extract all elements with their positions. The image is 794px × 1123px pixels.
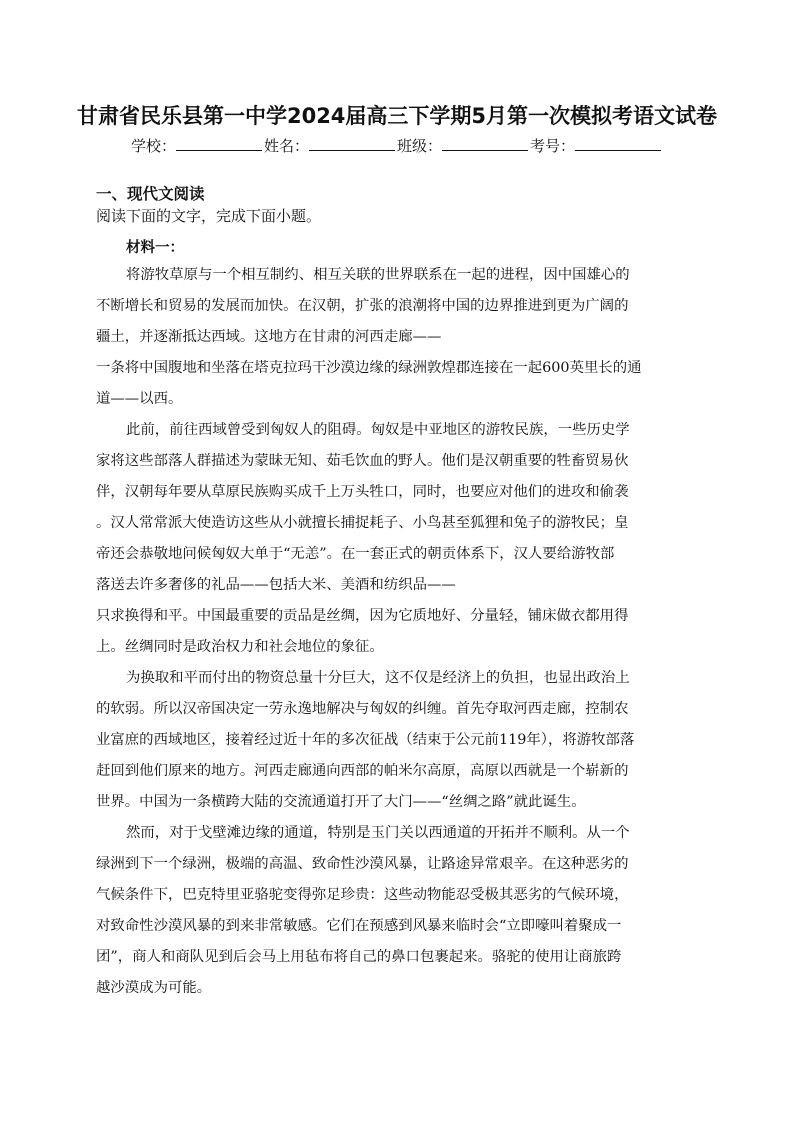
passage-line: 赶回到他们原来的地方。河西走廊通向西部的帕米尔高原，高原以西就是一个崭新的 bbox=[96, 763, 629, 779]
passage-line: 将游牧草原与一个相互制约、相互关联的世界联系在一起的进程，因中国雄心的 bbox=[126, 267, 630, 283]
passage-line: 气候条件下，巴克特里亚骆驼变得弥足珍贵：这些动物能忍受极其恶劣的气候环境， bbox=[96, 887, 629, 903]
passage-line: 越沙漠成为可能。 bbox=[96, 980, 212, 996]
passage-line: 的软弱。所以汉帝国决定一劳永逸地解决与匈奴的纠缠。首先夺取河西走廊，控制农 bbox=[96, 701, 629, 717]
passage-line: 落送去许多奢侈的礼品——包括大米、美酒和纺织品—— bbox=[96, 577, 456, 593]
passage-line: 业富庶的西域地区，接着经过近十年的多次征战（结束于公元前119年），将游牧部落 bbox=[96, 732, 635, 748]
passage-line: 为换取和平而付出的物资总量十分巨大，这不仅是经济上的负担，也显出政治上 bbox=[126, 670, 630, 686]
exam-id-blank[interactable] bbox=[575, 136, 661, 151]
passage-line: 世界。中国为一条横跨大陆的交流通道打开了大门——“丝绸之路”就此诞生。 bbox=[96, 794, 586, 810]
exam-id-label: 考号： bbox=[530, 137, 576, 155]
section-heading: 一、现代文阅读 bbox=[96, 185, 205, 203]
name-label: 姓名： bbox=[263, 137, 309, 155]
class-label: 班级： bbox=[397, 137, 443, 155]
passage-line: 然而，对于戈壁滩边缘的通道，特别是玉门关以西通道的开拓并不顺利。从一个 bbox=[126, 825, 630, 841]
passage-line: 上。丝绸同时是政治权力和社会地位的象征。 bbox=[96, 639, 384, 655]
passage-line: 不断增长和贸易的发展而加快。在汉朝，扩张的浪潮将中国的边界推进到更为广阔的 bbox=[96, 298, 629, 314]
page-title: 甘肃省民乐县第一中学2024届高三下学期5月第一次模拟考语文试卷 bbox=[76, 104, 718, 128]
material-label: 材料一： bbox=[126, 240, 184, 256]
passage-line: 道——以西。 bbox=[96, 391, 183, 407]
passage-line: 绿洲到下一个绿洲，极端的高温、致命性沙漠风暴，让路途异常艰辛。在这种恶劣的 bbox=[96, 856, 629, 872]
school-label: 学校： bbox=[130, 137, 176, 155]
section-instruction: 阅读下面的文字，完成下面小题。 bbox=[96, 207, 322, 225]
passage-line: 伴，汉朝每年要从草原民族购买成千上万头牲口，同时，也要应对他们的进攻和偷袭 bbox=[96, 484, 629, 500]
passage-line: 一条将中国腹地和坐落在塔克拉玛干沙漠边缘的绿洲敦煌郡连接在一起600英里长的通 bbox=[96, 360, 642, 376]
passage-line: 帝还会恭敬地问候匈奴大单于“无恙”。在一套正式的朝贡体系下，汉人要给游牧部 bbox=[96, 546, 615, 562]
name-blank[interactable] bbox=[309, 136, 395, 151]
passage-line: 对致命性沙漠风暴的到来非常敏感。它们在预感到风暴来临时会“立即嚎叫着聚成一 bbox=[96, 918, 622, 934]
passage-line: 此前，前往西域曾受到匈奴人的阻碍。匈奴是中亚地区的游牧民族，一些历史学 bbox=[126, 422, 630, 438]
passage-line: 家将这些部落人群描述为蒙昧无知、茹毛饮血的野人。他们是汉朝重要的牲畜贸易伙 bbox=[96, 453, 629, 469]
passage-line: 疆土，并逐渐抵达西域。这地方在甘肃的河西走廊—— bbox=[96, 329, 442, 345]
student-info-line bbox=[0, 135, 794, 156]
passage-line: 只求换得和平。中国最重要的贡品是丝绸，因为它质地好、分量轻，铺床做衣都用得 bbox=[96, 608, 629, 624]
passage-body bbox=[96, 260, 702, 1004]
passage-line: 团”，商人和商队见到后会马上用毡布将自己的鼻口包裹起来。骆驼的使用让商旅跨 bbox=[96, 949, 622, 965]
school-blank[interactable] bbox=[176, 136, 262, 151]
class-blank[interactable] bbox=[442, 136, 528, 151]
passage-line: 。汉人常常派大使造访这些从小就擅长捕捉耗子、小鸟甚至狐狸和兔子的游牧民；皇 bbox=[96, 515, 629, 531]
